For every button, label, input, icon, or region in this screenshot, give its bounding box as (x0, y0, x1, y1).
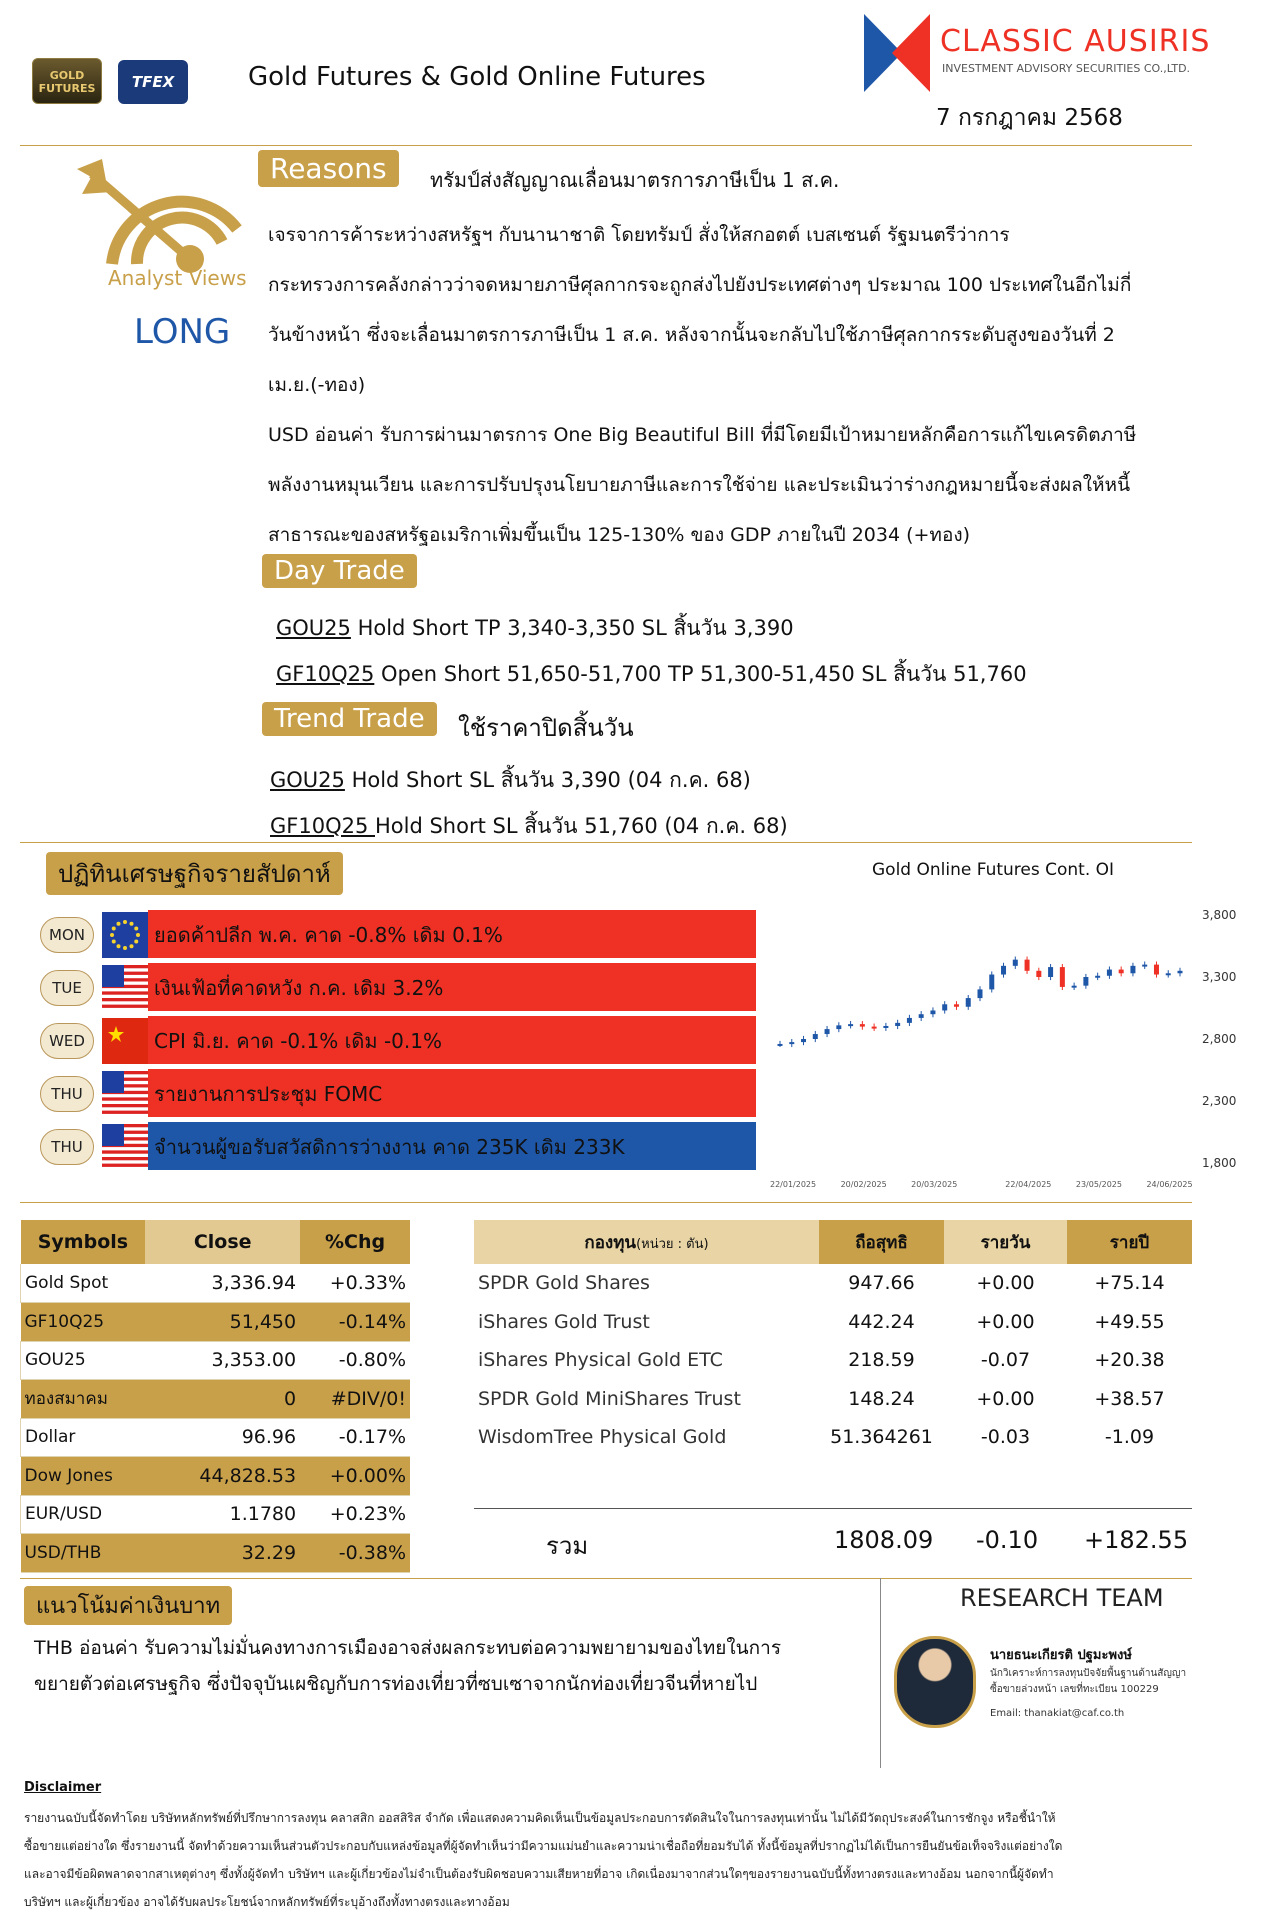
candle-body (1072, 986, 1077, 988)
fund-row (474, 1418, 1192, 1457)
symbol-chg: +0.23% (300, 1495, 410, 1534)
calendar-event-row (40, 963, 760, 1013)
reasons-line: พลังงานหมุนเวียน และการปรับปรุงนโยบายภาษีและการใช้จ่าย และประเมินว่าร่างกฎหมายนี้จะส่งผลให้หนี้ (268, 474, 1131, 496)
candle-body (825, 1029, 830, 1034)
candle-body (1166, 973, 1171, 975)
col-header-chg: %Chg (300, 1220, 410, 1264)
us-flag-icon (102, 1124, 148, 1170)
symbol-row (21, 1534, 411, 1573)
symbol-name: GF10Q25 (21, 1303, 146, 1342)
trade-text: Open Short 51,650-51,700 TP 51,300-51,450 SL สิ้นวัน 51,760 (374, 662, 1027, 686)
calendar-title: ปฏิทินเศรษฐกิจรายสัปดาห์ (46, 852, 343, 895)
symbol-name: Dollar (21, 1418, 146, 1457)
candle-body (1048, 967, 1053, 977)
candle-body (954, 1004, 959, 1006)
candle-body (1142, 965, 1147, 967)
fund-name: SPDR Gold MiniShares Trust (478, 1387, 741, 1410)
calendar-event-row (40, 1016, 760, 1066)
calendar-event-text: รายงานการประชุม FOMC (148, 1069, 756, 1119)
candle-body (1013, 960, 1018, 966)
calendar-event-row (40, 1069, 760, 1119)
trade-symbol: GF10Q25 (276, 662, 375, 686)
fund-name: iShares Physical Gold ETC (478, 1349, 723, 1372)
symbol-chg: -0.17% (300, 1418, 410, 1457)
y-tick-label: 3,300 (1202, 970, 1237, 984)
reasons-line: เจรจาการค้าระหว่างสหรัฐฯ กับนานาชาติ โดยทรัมป์ สั่งให้สกอตต์ เบสเซนต์ รัฐมนตรีว่าการ (268, 224, 1010, 246)
reasons-headline: ทรัมป์ส่งสัญญาณเลื่อนมาตรการภาษีเป็น 1 ส.ค. (430, 168, 840, 192)
day-trade-item (276, 612, 794, 645)
trade-symbol: GOU25 (270, 768, 345, 792)
disclaimer-title: Disclaimer (24, 1780, 102, 1795)
candle-body (1025, 960, 1030, 971)
symbol-row (21, 1264, 411, 1303)
fund-name: iShares Gold Trust (478, 1310, 650, 1333)
symbol-chg: +0.33% (300, 1264, 410, 1303)
trend-trade-note: ใช้ราคาปิดสิ้นวัน (458, 714, 634, 742)
symbol-chg: #DIV/0! (300, 1380, 410, 1419)
symbol-name: GOU25 (21, 1341, 146, 1380)
calendar-event-text: CPI มิ.ย. คาด -0.1% เดิม -0.1% (148, 1016, 756, 1066)
col-header-symbols: Symbols (21, 1220, 146, 1264)
calendar-event-text: ยอดค้าปลีก พ.ค. คาด -0.8% เดิม 0.1% (148, 910, 756, 960)
chart-title: Gold Online Futures Cont. OI (872, 860, 1115, 880)
symbol-row (21, 1495, 411, 1534)
symbol-close: 51,450 (145, 1303, 300, 1342)
fund-total-row (474, 1520, 1192, 1560)
total-label: รวม (546, 1532, 589, 1560)
candle-body (930, 1010, 935, 1014)
oi-chart (760, 895, 1237, 1195)
fund-ytd: -1.09 (1104, 1426, 1155, 1449)
day-badge: THU (40, 1129, 94, 1165)
candle-body (789, 1042, 794, 1044)
symbol-row (21, 1380, 411, 1419)
reasons-line: เม.ย.(-ทอง) (268, 374, 366, 396)
trade-text: Hold Short SL สิ้นวัน 51,760 (04 ก.ค. 68) (375, 814, 788, 838)
disclaimer-line: และอาจมีข้อผิดพลาดจากสาเหตุต่างๆ ซึ่งทั้งผู้จัดทำ บริษัทฯ และผู้เกี่ยวข้องไม่จำเป็นต้องรับผิดชอบความเสียหายที่อาจ เกิดเนื่องมาจากส่วนใดๆของรายงานฉบับนี้ทั้งทางตรงและทางอ้อม นอกจากนี้ผู้จัดทำ (24, 1867, 1054, 1881)
candle-body (813, 1034, 818, 1039)
fund-header-label: กองทุน (584, 1232, 637, 1253)
symbol-row (21, 1457, 411, 1496)
day-badge: THU (40, 1076, 94, 1112)
total-net: 1808.09 (834, 1526, 934, 1554)
baht-body (34, 1630, 781, 1702)
symbol-close: 96.96 (145, 1418, 300, 1457)
symbol-chg: -0.80% (300, 1341, 410, 1380)
baht-line: ขยายตัวต่อเศรษฐกิจ ซึ่งปัจจุบันเผชิญกับการท่องเที่ยวที่ซบเซาจากนักท่องเที่ยวจีนที่หายไป (34, 1673, 758, 1695)
fund-net: 148.24 (848, 1387, 915, 1410)
candle-body (860, 1024, 865, 1026)
reasons-body (268, 210, 1228, 560)
col-header-fund (474, 1220, 819, 1264)
candle-body (778, 1044, 783, 1046)
fund-net: 947.66 (848, 1272, 915, 1295)
trade-symbol: GF10Q25 (270, 814, 375, 838)
gold-futures-logo-text: GOLD FUTURES (38, 69, 96, 95)
fund-row (474, 1380, 1192, 1419)
day-badge: MON (40, 917, 94, 953)
trend-trade-item (270, 764, 751, 797)
col-header-ytd: รายปี (1067, 1220, 1192, 1264)
candle-body (942, 1004, 947, 1010)
trade-text: Hold Short SL สิ้นวัน 3,390 (04 ก.ค. 68) (344, 768, 751, 792)
fund-net: 51.364261 (830, 1426, 933, 1449)
candle-body (872, 1027, 877, 1029)
symbol-chg: -0.38% (300, 1534, 410, 1573)
candle-body (848, 1024, 853, 1026)
fund-daily: -0.03 (980, 1426, 1031, 1449)
analyst-name: นายธนะเกียรติ ปฐมะพงษ์ (990, 1648, 1132, 1663)
calendar-event-row (40, 910, 760, 960)
candle-body (1130, 966, 1135, 973)
calendar-event-text: เงินเฟ้อที่คาดหวัง ก.ค. เดิม 3.2% (148, 963, 756, 1013)
reasons-line: USD อ่อนค่า รับการผ่านมาตรการ One Big Beautiful Bill ที่มีโดยมีเป้าหมายหลักคือการแก้ไขเครดิตภาษี (268, 424, 1137, 446)
report-date: 7 กรกฎาคม 2568 (936, 105, 1123, 131)
candle-body (1060, 967, 1065, 987)
fund-header-unit: (หน่วย : ตัน) (636, 1236, 709, 1252)
symbol-close: 3,353.00 (145, 1341, 300, 1380)
symbol-name: EUR/USD (21, 1495, 146, 1534)
candle-body (907, 1018, 912, 1023)
candle-body (989, 975, 994, 990)
symbol-name: Dow Jones (21, 1457, 146, 1496)
day-badge: WED (40, 1023, 94, 1059)
candle-body (1095, 976, 1100, 978)
y-tick-label: 2,300 (1202, 1094, 1237, 1108)
symbol-row (21, 1418, 411, 1457)
tfex-logo-text: TFEX (131, 73, 175, 91)
fund-net: 442.24 (848, 1310, 915, 1333)
fund-net: 218.59 (848, 1349, 915, 1372)
candle-body (895, 1023, 900, 1026)
fund-table (474, 1220, 1192, 1457)
us-flag-icon (102, 965, 148, 1011)
symbol-row (21, 1341, 411, 1380)
x-tick-label: 22/01/2025 (770, 1180, 817, 1189)
day-trade-tag: Day Trade (262, 554, 417, 588)
eu-flag-icon (102, 912, 148, 958)
candle-body (1036, 971, 1041, 977)
col-header-net: ถือสุทธิ (819, 1220, 944, 1264)
candle-body (1178, 971, 1183, 973)
y-tick-label: 1,800 (1202, 1156, 1237, 1170)
x-tick-label: 20/02/2025 (840, 1180, 887, 1189)
symbol-name: Gold Spot (21, 1264, 146, 1303)
x-tick-label: 22/04/2025 (1005, 1180, 1052, 1189)
reasons-line: สาธารณะของสหรัฐอเมริกาเพิ่มขึ้นเป็น 125-130% ของ GDP ภายในปี 2034 (+ทอง) (268, 524, 971, 546)
trade-symbol: GOU25 (276, 616, 351, 640)
symbol-close: 0 (145, 1380, 300, 1419)
symbol-close: 32.29 (145, 1534, 300, 1573)
symbol-close: 44,828.53 (145, 1457, 300, 1496)
symbol-name: ทองสมาคม (21, 1380, 146, 1419)
classic-ausiris-logo (864, 14, 930, 92)
fund-ytd: +75.14 (1094, 1272, 1165, 1295)
day-badge: TUE (40, 970, 94, 1006)
trend-trade-tag: Trend Trade (262, 702, 437, 736)
brand-name: CLASSIC AUSIRIS (940, 24, 1211, 59)
candle-body (1154, 965, 1159, 975)
symbol-close: 1.1780 (145, 1495, 300, 1534)
disclaimer-line: รายงานฉบับนี้จัดทำโดย บริษัทหลักทรัพย์ที่ปรึกษาการลงทุน คลาสสิก ออสสิริส จำกัด เพื่อแสดงความคิดเห็นเป็นข้อมูลประกอบการตัดสินใจในการลงทุนเท่านั้น ไม่ได้มีวัตถุประสงค์ในการชักจูง หรือชี้นำให้ (24, 1811, 1056, 1825)
candle-body (883, 1026, 888, 1028)
trade-text: Hold Short TP 3,340-3,350 SL สิ้นวัน 3,390 (350, 616, 794, 640)
candle-body (836, 1025, 841, 1029)
analyst-view-long: LONG (134, 312, 231, 352)
y-tick-label: 2,800 (1202, 1032, 1237, 1046)
baht-line: THB อ่อนค่า รับความไม่มั่นคงทางการเมืองอาจส่งผลกระทบต่อความพยายามของไทยในการ (34, 1637, 782, 1659)
baht-tag: แนวโน้มค่าเงินบาท (24, 1586, 232, 1625)
fund-row (474, 1264, 1192, 1303)
fund-name: SPDR Gold Shares (478, 1272, 650, 1295)
symbol-row (21, 1303, 411, 1342)
fund-daily: +0.00 (976, 1387, 1035, 1410)
trend-trade-item (270, 810, 788, 843)
reasons-line: กระทรวงการคลังกล่าวว่าจดหมายภาษีศุลกากรจะถูกส่งไปยังประเทศต่างๆ ประมาณ 100 ประเทศในอีกไม่กี่ (268, 274, 1132, 296)
analyst-avatar (894, 1636, 976, 1728)
tfex-logo (118, 60, 188, 104)
analyst-email: Email: thanakiat@caf.co.th (990, 1708, 1125, 1719)
y-tick-label: 3,800 (1202, 908, 1237, 922)
fund-ytd: +38.57 (1094, 1387, 1165, 1410)
fund-daily: +0.00 (976, 1310, 1035, 1333)
analyst-target-icon (72, 154, 242, 274)
x-tick-label: 24/06/2025 (1146, 1180, 1193, 1189)
fund-daily: -0.07 (980, 1349, 1031, 1372)
research-team-title: RESEARCH TEAM (960, 1584, 1164, 1612)
total-ytd: +182.55 (1084, 1526, 1189, 1554)
calendar-event-text: จำนวนผู้ขอรับสวัสดิการว่างงาน คาด 235K เดิม 233K (148, 1122, 756, 1172)
candle-body (966, 998, 971, 1007)
fund-name: WisdomTree Physical Gold (478, 1426, 727, 1449)
symbol-close: 3,336.94 (145, 1264, 300, 1303)
gold-futures-logo (32, 58, 102, 104)
disclaimer-line: ซื้อขายแต่อย่างใด ซึ่งรายงานนี้ จัดทำด้วยความเห็นส่วนตัวประกอบกับแหล่งข้อมูลที่ผู้จัดทำเห็นว่ามีความแม่นยำและความน่าเชื่อถือที่ยอมรับได้ ทั้งนี้ข้อมูลที่ปรากฏไม่ได้เป็นการยืนยันข้อเท็จจริงแต่อย่างใด (24, 1839, 1063, 1853)
candle-body (801, 1039, 806, 1042)
total-daily: -0.10 (976, 1526, 1039, 1554)
disclaimer-body (24, 1804, 1204, 1916)
symbol-chg: -0.14% (300, 1303, 410, 1342)
fund-row (474, 1303, 1192, 1342)
page-title: Gold Futures & Gold Online Futures (248, 62, 706, 92)
fund-daily: +0.00 (976, 1272, 1035, 1295)
symbol-chg: +0.00% (300, 1457, 410, 1496)
analyst-views-label: Analyst Views (108, 266, 247, 290)
symbol-name: USD/THB (21, 1534, 146, 1573)
analyst-role: นักวิเคราะห์การลงทุนปัจจัยพื้นฐานด้านสัญญาซื้อขายล่วงหน้า เลขที่ทะเบียน 100229 (990, 1668, 1187, 1695)
x-tick-label: 23/05/2025 (1075, 1180, 1122, 1189)
col-header-daily: รายวัน (944, 1220, 1067, 1264)
candle-body (1119, 970, 1124, 974)
candle-body (919, 1014, 924, 1018)
candle-body (1001, 966, 1006, 975)
calendar-event-row (40, 1122, 760, 1172)
symbols-table (20, 1220, 410, 1573)
candle-body (978, 989, 983, 998)
x-tick-label: 20/03/2025 (911, 1180, 958, 1189)
reasons-tag: Reasons (258, 150, 399, 187)
cn-flag-icon (102, 1018, 148, 1064)
reasons-line: วันข้างหน้า ซึ่งจะเลื่อนมาตรการภาษีเป็น 1 ส.ค. หลังจากนั้นจะกลับไปใช้ภาษีศุลกากรระดับสูงของวันที่ 2 (268, 324, 1115, 346)
brand-subtitle: INVESTMENT ADVISORY SECURITIES CO.,LTD. (942, 62, 1191, 75)
fund-ytd: +49.55 (1094, 1310, 1165, 1333)
disclaimer-line: บริษัทฯ และผู้เกี่ยวข้อง อาจได้รับผลประโยชน์จากหลักทรัพย์ที่ระบุอ้างถึงทั้งทางตรงและทางอ้อม (24, 1895, 510, 1909)
us-flag-icon (102, 1071, 148, 1117)
fund-ytd: +20.38 (1094, 1349, 1165, 1372)
col-header-close: Close (145, 1220, 300, 1264)
candle-body (1107, 970, 1112, 976)
day-trade-item (276, 658, 1027, 691)
candle-body (1083, 977, 1088, 986)
fund-row (474, 1341, 1192, 1380)
